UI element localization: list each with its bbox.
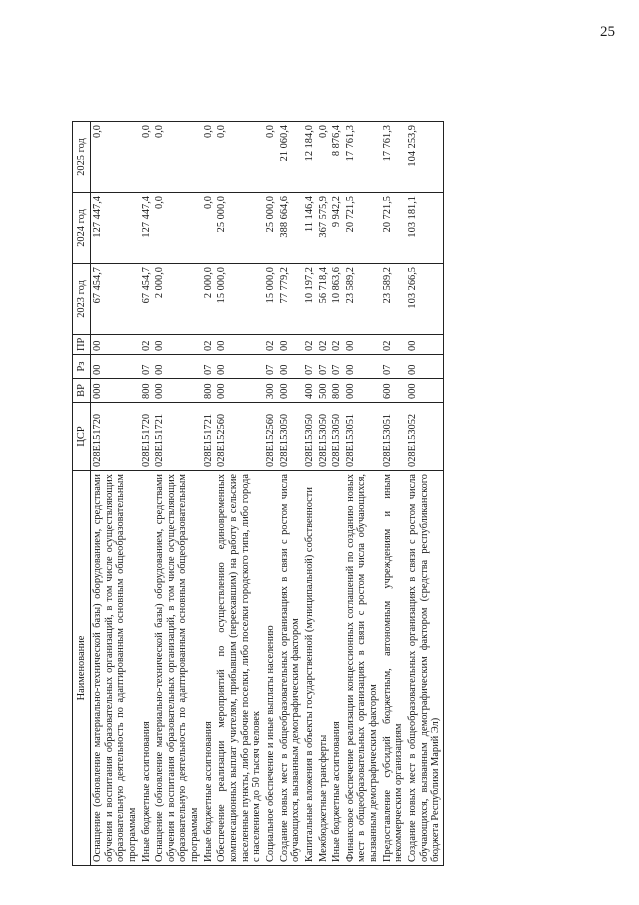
table-row <box>344 36 381 866</box>
row-vr: 000 <box>91 379 140 403</box>
row-2024: 25 000,0 <box>264 193 278 264</box>
row-csr: 028Е153050 <box>330 403 344 471</box>
row-vr: 600 <box>381 379 406 403</box>
row-2024: 0,0 <box>202 193 216 264</box>
header-vr: ВР <box>73 379 91 403</box>
header-2023: 2023 год <box>73 264 91 335</box>
header-2025: 2025 год <box>73 122 91 193</box>
row-2025: 17 761,3 <box>344 122 381 193</box>
row-csr: 028Е152560 <box>215 403 264 471</box>
row-csr: 028Е153051 <box>344 403 381 471</box>
row-2025: 0,0 <box>215 122 264 193</box>
row-csr: 028Е151721 <box>202 403 216 471</box>
row-rz: 00 <box>153 355 202 379</box>
row-2025: 0,0 <box>264 122 278 193</box>
row-pr: 00 <box>153 335 202 355</box>
row-vr: 300 <box>264 379 278 403</box>
row-name: Создание новых мест в общеобразовательных организациях в связи с ростом числа обучающихся, вызванным демографическим фактором (средства республиканского бюджета Республики Марий Эл) <box>406 471 443 866</box>
row-2024: 388 664,6 <box>278 193 303 264</box>
row-2024: 127 447,4 <box>91 193 140 264</box>
table-row <box>406 36 443 866</box>
page-number: 25 <box>600 24 615 40</box>
row-pr: 02 <box>381 335 406 355</box>
row-name: Иные бюджетные ассигнования <box>202 471 216 866</box>
row-rz: 07 <box>264 355 278 379</box>
row-csr: 028Е151720 <box>91 403 140 471</box>
row-2025: 17 761,3 <box>381 122 406 193</box>
table-row <box>317 36 331 866</box>
budget-table <box>72 35 444 866</box>
row-2024: 20 721,5 <box>344 193 381 264</box>
row-2025: 104 253,9 <box>406 122 443 193</box>
header-2024: 2024 год <box>73 193 91 264</box>
row-vr: 000 <box>344 379 381 403</box>
row-2025: 0,0 <box>153 122 202 193</box>
table-body <box>91 36 444 866</box>
row-pr: 00 <box>278 335 303 355</box>
table-row <box>91 36 140 866</box>
row-csr: 028Е151721 <box>153 403 202 471</box>
row-pr: 02 <box>317 335 331 355</box>
table-row <box>381 36 406 866</box>
row-2024: 25 000,0 <box>215 193 264 264</box>
row-csr: 028Е153050 <box>278 403 303 471</box>
row-pr: 00 <box>215 335 264 355</box>
row-vr: 500 <box>317 379 331 403</box>
row-pr: 02 <box>330 335 344 355</box>
row-name: Иные бюджетные ассигнования <box>330 471 344 866</box>
row-name: Финансовое обеспечение реализации концессионных соглашений по созданию новых мест в общеобразовательных организациях в связи с ростом числа обучающихся, вызванным демографическим фактором <box>344 471 381 866</box>
table-row <box>215 36 264 866</box>
row-name: Социальное обеспечение и иные выплаты населению <box>264 471 278 866</box>
row-name: Капитальные вложения в объекты государственной (муниципальной) собственности <box>303 471 317 866</box>
row-2025: 21 060,4 <box>278 122 303 193</box>
row-name: Предоставление субсидий бюджетным, автономным учреждениям и иным некоммерческим организациям <box>381 471 406 866</box>
row-vr: 400 <box>303 379 317 403</box>
row-rz: 00 <box>344 355 381 379</box>
row-vr: 000 <box>406 379 443 403</box>
table-row <box>303 36 317 866</box>
row-rz: 07 <box>202 355 216 379</box>
row-2024: 9 942,2 <box>330 193 344 264</box>
row-csr: 028Е153050 <box>317 403 331 471</box>
row-rz: 07 <box>303 355 317 379</box>
row-pr: 00 <box>406 335 443 355</box>
row-vr: 000 <box>215 379 264 403</box>
row-vr: 800 <box>330 379 344 403</box>
row-2024: 127 447,4 <box>140 193 154 264</box>
row-pr: 02 <box>140 335 154 355</box>
row-2023: 77 779,2 <box>278 264 303 335</box>
row-name: Оснащение (обновление материально-технической базы) оборудованием, средствами обучения и воспитания образовательных организаций, в том числе осуществляющих образовательную деятельность по адаптированным основным общеобразовательным программам <box>153 471 202 866</box>
row-name: Иные бюджетные ассигнования <box>140 471 154 866</box>
row-rz: 07 <box>381 355 406 379</box>
row-2025: 0,0 <box>202 122 216 193</box>
row-2023: 10 863,6 <box>330 264 344 335</box>
row-pr: 02 <box>202 335 216 355</box>
row-2025: 0,0 <box>91 122 140 193</box>
row-pr: 02 <box>264 335 278 355</box>
row-2024: 367 575,9 <box>317 193 331 264</box>
row-rz: 00 <box>215 355 264 379</box>
header-pr: ПР <box>73 335 91 355</box>
row-rz: 07 <box>140 355 154 379</box>
row-csr: 028Е151720 <box>140 403 154 471</box>
row-2025: 0,0 <box>317 122 331 193</box>
row-name: Обеспечение реализации мероприятий по осуществлению единовременных компенсационных выплат учителям, прибывшим (переехавшим) на работу в сельские населенные пункты, либо рабочие поселки, либо поселки городского типа, либо города с населением до 50 тысяч человек <box>215 471 264 866</box>
row-2023: 15 000,0 <box>264 264 278 335</box>
row-rz: 00 <box>406 355 443 379</box>
header-rz: Рз <box>73 355 91 379</box>
row-2025: 12 184,0 <box>303 122 317 193</box>
row-name: Межбюджетные трансферты <box>317 471 331 866</box>
row-2024: 103 181,1 <box>406 193 443 264</box>
row-2023: 67 454,7 <box>91 264 140 335</box>
row-2023: 67 454,7 <box>140 264 154 335</box>
row-2024: 20 721,5 <box>381 193 406 264</box>
table-header-row <box>73 36 91 866</box>
row-csr: 028Е153051 <box>381 403 406 471</box>
row-2023: 103 266,5 <box>406 264 443 335</box>
row-name: Оснащение (обновление материально-технической базы) оборудованием, средствами обучения и воспитания образовательных организаций, в том числе осуществляющих образовательную деятельность по адаптированным основным общеобразовательным программам <box>91 471 140 866</box>
row-2025: 8 876,4 <box>330 122 344 193</box>
row-pr: 00 <box>91 335 140 355</box>
table-row <box>278 36 303 866</box>
header-name: Наименование <box>73 471 91 866</box>
row-vr: 000 <box>153 379 202 403</box>
row-vr: 000 <box>278 379 303 403</box>
row-pr: 02 <box>303 335 317 355</box>
table-row <box>330 36 344 866</box>
row-csr: 028Е152560 <box>264 403 278 471</box>
row-2023: 15 000,0 <box>215 264 264 335</box>
row-2024: 11 146,4 <box>303 193 317 264</box>
row-2023: 2 000,0 <box>202 264 216 335</box>
row-2023: 2 000,0 <box>153 264 202 335</box>
row-2024: 0,0 <box>153 193 202 264</box>
table-row <box>202 36 216 866</box>
row-rz: 07 <box>317 355 331 379</box>
row-rz: 00 <box>91 355 140 379</box>
table-row <box>264 36 278 866</box>
row-rz: 00 <box>278 355 303 379</box>
table-row <box>140 36 154 866</box>
row-2025: 0,0 <box>140 122 154 193</box>
rotated-table-container <box>72 36 612 866</box>
row-csr: 028Е153052 <box>406 403 443 471</box>
row-2023: 10 197,2 <box>303 264 317 335</box>
row-vr: 800 <box>202 379 216 403</box>
row-vr: 800 <box>140 379 154 403</box>
table-row <box>153 36 202 866</box>
row-rz: 07 <box>330 355 344 379</box>
row-2023: 23 589,2 <box>381 264 406 335</box>
row-pr: 00 <box>344 335 381 355</box>
header-csr: ЦСР <box>73 403 91 471</box>
row-2023: 56 718,4 <box>317 264 331 335</box>
row-2023: 23 589,2 <box>344 264 381 335</box>
row-csr: 028Е153050 <box>303 403 317 471</box>
row-name: Создание новых мест в общеобразовательных организациях в связи с ростом числа обучающихся, вызванным демографическим фактором <box>278 471 303 866</box>
